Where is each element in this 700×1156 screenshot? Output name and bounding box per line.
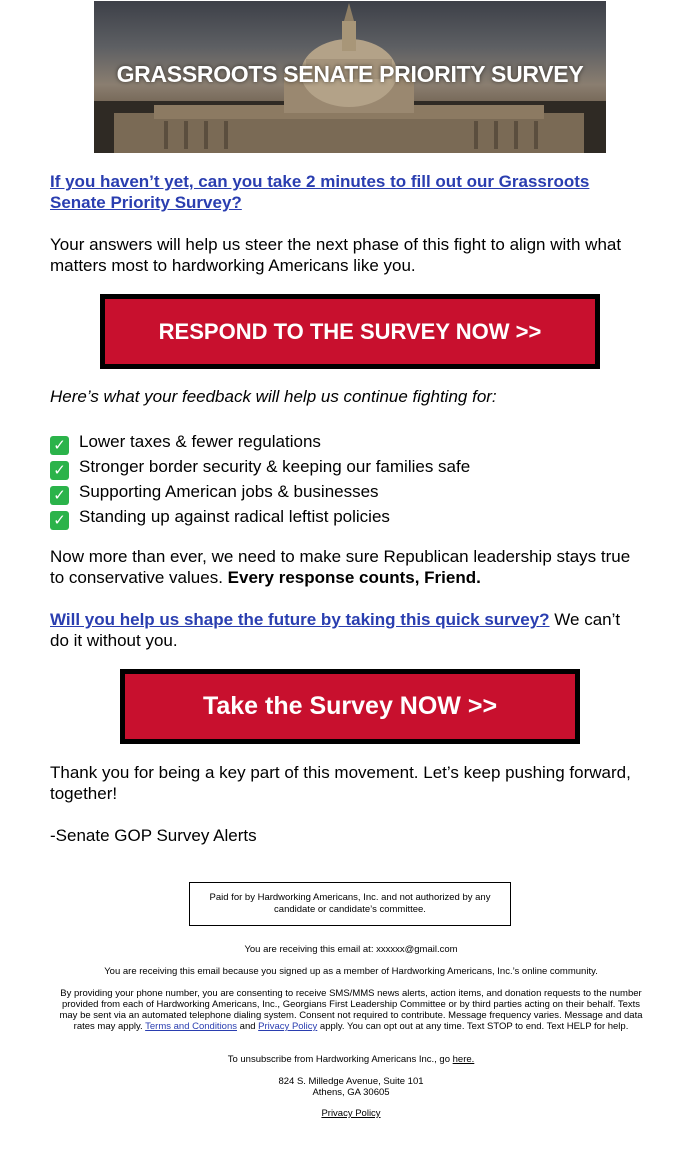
- respond-survey-button[interactable]: RESPOND TO THE SURVEY NOW >>: [100, 294, 600, 369]
- receiving-email-line: You are receiving this email at: xxxxxx@gmail.com: [244, 944, 458, 955]
- check-icon: ✓: [50, 436, 69, 455]
- paid-for-disclaimer: Paid for by Hardworking Americans, Inc. and not authorized by any candidate or candidate’s committee.: [189, 882, 511, 926]
- intro-section: [50, 171, 640, 213]
- hero-banner: [94, 1, 606, 153]
- check-icon: ✓: [50, 486, 69, 505]
- thanks-text: Thank you for being a key part of this movement. Let’s keep pushing forward, together!: [50, 763, 631, 803]
- address-line-1: 824 S. Milledge Avenue, Suite 101: [278, 1076, 424, 1087]
- signature: -Senate GOP Survey Alerts: [50, 826, 257, 845]
- check-icon: ✓: [50, 461, 69, 480]
- list-item: ✓ Supporting American jobs & businesses: [50, 480, 640, 505]
- shape-future-paragraph: Will you help us shape the future by taking this quick survey? We can’t do it without you.: [50, 610, 621, 650]
- hero-title: GRASSROOTS SENATE PRIORITY SURVEY: [116, 61, 584, 87]
- list-item: ✓ Lower taxes & fewer regulations: [50, 430, 640, 455]
- feedback-heading: Here’s what your feedback will help us continue fighting for:: [50, 387, 497, 406]
- sms-consent: By providing your phone number, you are consenting to receive SMS/MMS news alerts, action items, and donation requests to the number provided from each of Hardworking Americans, Inc., Georgians First Leadership Committee or by third parties acting on their behalf. Texts may be sent via an automated telephone dialing system. Consent not required to contribute. Message frequency varies. Message and data rates may apply. Terms and Conditions and Privacy Policy apply. You can opt out at any time. Text STOP to end. Text HELP for help.: [59, 988, 643, 1032]
- signup-notice: You are receiving this email because you signed up as a member of Hardworking Americans, Inc.’s online community.: [104, 966, 598, 977]
- list-item: ✓ Standing up against radical leftist policies: [50, 505, 640, 530]
- list-item: ✓ Stronger border security & keeping our families safe: [50, 455, 640, 480]
- recipient-email: xxxxxx@gmail.com: [376, 944, 458, 955]
- terms-link[interactable]: Terms and Conditions: [145, 1021, 238, 1032]
- priorities-list: [50, 430, 640, 530]
- privacy-policy-link[interactable]: Privacy Policy: [321, 1108, 381, 1119]
- address-line-2: Athens, GA 30605: [312, 1087, 390, 1098]
- survey-intro-link[interactable]: If you haven’t yet, can you take 2 minutes to fill out our Grassroots Senate Priority Survey?: [50, 172, 590, 212]
- every-response-bold: Every response counts, Friend.: [227, 568, 481, 587]
- check-icon: ✓: [50, 511, 69, 530]
- privacy-inline-link[interactable]: Privacy Policy: [258, 1021, 318, 1032]
- take-survey-button[interactable]: Take the Survey NOW >>: [120, 669, 580, 744]
- intro-text: Your answers will help us steer the next phase of this fight to align with what matters most to hardworking Americans like you.: [50, 235, 622, 275]
- values-paragraph: Now more than ever, we need to make sure Republican leadership stays true to conservative values. Every response counts, Friend.: [50, 547, 631, 587]
- unsubscribe-link[interactable]: here.: [452, 1054, 475, 1065]
- privacy-footer: [58, 1108, 644, 1119]
- quick-survey-link[interactable]: Will you help us shape the future by taking this quick survey?: [50, 610, 550, 629]
- unsubscribe-line: To unsubscribe from Hardworking Americans Inc., go here.: [227, 1054, 475, 1065]
